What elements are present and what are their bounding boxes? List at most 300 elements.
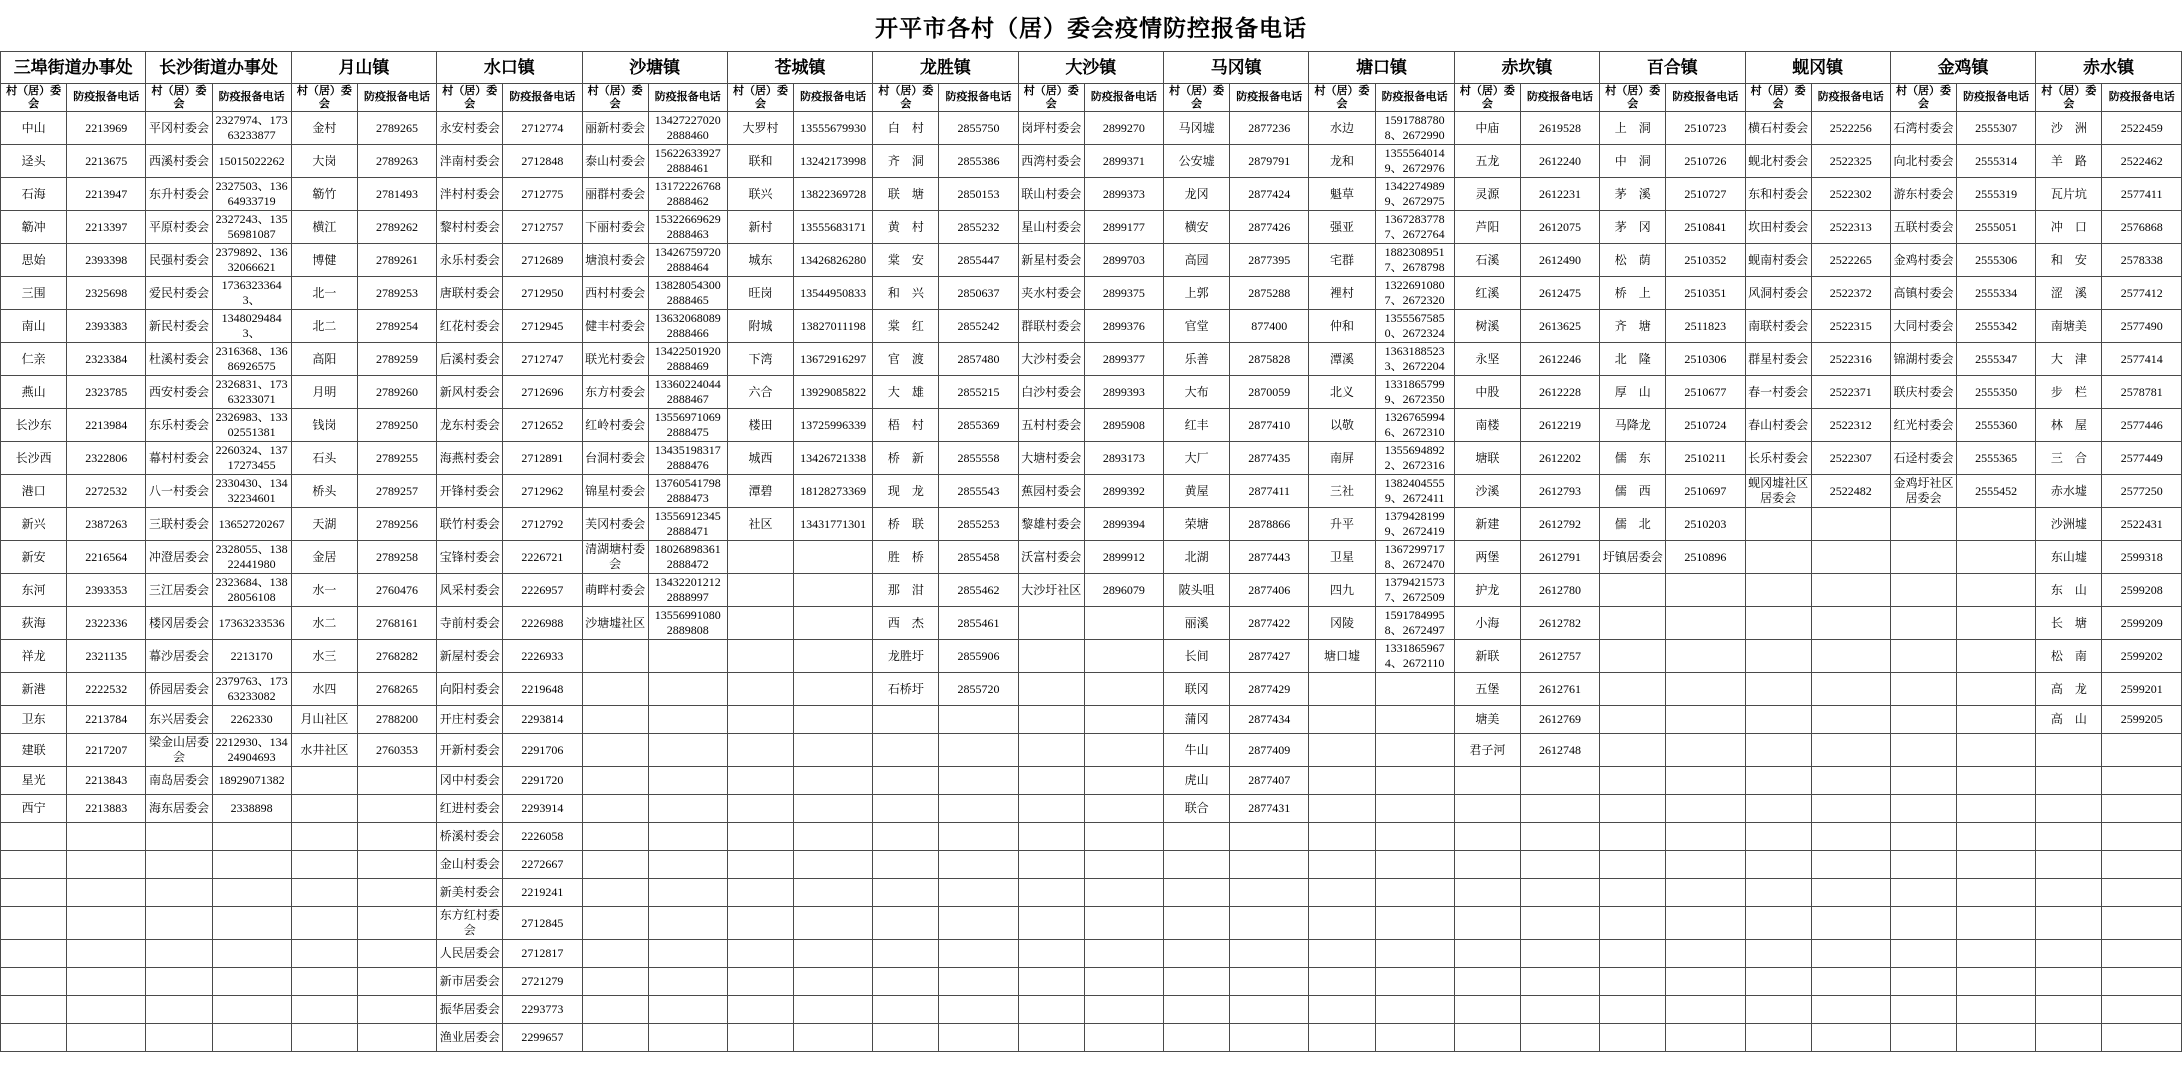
- committee-cell: [873, 767, 939, 795]
- phone-cell: [648, 1024, 727, 1052]
- phone-cell: [67, 823, 146, 851]
- committee-cell: 横安: [1164, 211, 1230, 244]
- phone-cell: 2855232: [939, 211, 1018, 244]
- phone-cell: [794, 706, 873, 734]
- phone-cell: 18823089517、2678798: [1375, 244, 1454, 277]
- phone-cell: [2102, 734, 2182, 767]
- phone-cell: 2379892、13632066621: [212, 244, 291, 277]
- committee-cell: 塘浪村委会: [582, 244, 648, 277]
- phone-cell: 2789250: [357, 409, 436, 442]
- phone-cell: 2789259: [357, 343, 436, 376]
- committee-cell: 萌畔村委会: [582, 574, 648, 607]
- committee-cell: 泮南村委会: [437, 145, 503, 178]
- town-header: 大沙镇: [1018, 52, 1163, 84]
- committee-column-header: 村（居）委会: [1, 84, 67, 112]
- committee-cell: 上 洞: [1600, 112, 1666, 145]
- committee-cell: [2036, 851, 2102, 879]
- phone-cell: 2789258: [357, 541, 436, 574]
- phone-cell: 2522312: [1811, 409, 1890, 442]
- phone-cell: [2102, 767, 2182, 795]
- phone-cell: 2789257: [357, 475, 436, 508]
- phone-cell: 2612228: [1520, 376, 1599, 409]
- committee-cell: [1, 851, 67, 879]
- phone-cell: 2768282: [357, 640, 436, 673]
- committee-cell: [1309, 996, 1375, 1024]
- phone-cell: 2216564: [67, 541, 146, 574]
- phone-cell: 2893173: [1084, 442, 1163, 475]
- phone-cell: 2555051: [1957, 211, 2036, 244]
- phone-cell: 2226957: [503, 574, 582, 607]
- phone-cell: [939, 1024, 1018, 1052]
- committee-cell: [2036, 767, 2102, 795]
- committee-cell: 马冈墟: [1164, 112, 1230, 145]
- phone-cell: 2578338: [2102, 244, 2182, 277]
- committee-cell: 现 龙: [873, 475, 939, 508]
- committee-cell: 黎雄村委会: [1018, 508, 1084, 541]
- phone-cell: 2612490: [1520, 244, 1599, 277]
- phone-cell: [1375, 795, 1454, 823]
- phone-cell: [1084, 968, 1163, 996]
- phone-cell: 2877427: [1230, 640, 1309, 673]
- committee-cell: [2036, 968, 2102, 996]
- phone-cell: [1666, 907, 1745, 940]
- phone-cell: 2226721: [503, 541, 582, 574]
- committee-cell: 陂头咀: [1164, 574, 1230, 607]
- committee-cell: [1164, 879, 1230, 907]
- committee-cell: 东山墟: [2036, 541, 2102, 574]
- phone-cell: [1666, 823, 1745, 851]
- phone-cell: 2213969: [67, 112, 146, 145]
- table-row: [1, 607, 2182, 640]
- committee-cell: 高 龙: [2036, 673, 2102, 706]
- committee-cell: [727, 996, 793, 1024]
- phone-cell: [1811, 907, 1890, 940]
- committee-cell: 开锋村委会: [437, 475, 503, 508]
- phone-cell: [357, 879, 436, 907]
- committee-cell: 魁草: [1309, 178, 1375, 211]
- phone-cell: 2522325: [1811, 145, 1890, 178]
- phone-cell: 2875288: [1230, 277, 1309, 310]
- table-row: [1, 640, 2182, 673]
- phone-cell: [648, 673, 727, 706]
- committee-cell: [1600, 907, 1666, 940]
- phone-cell: [1957, 734, 2036, 767]
- committee-cell: 公安墟: [1164, 145, 1230, 178]
- committee-cell: 红丰: [1164, 409, 1230, 442]
- committee-cell: 杜溪村委会: [146, 343, 212, 376]
- committee-cell: [1890, 673, 1956, 706]
- phone-cell: 13426826280: [794, 244, 873, 277]
- town-header: 赤坎镇: [1454, 52, 1599, 84]
- committee-cell: 西宁: [1, 795, 67, 823]
- phone-cell: 2877422: [1230, 607, 1309, 640]
- committee-cell: [873, 907, 939, 940]
- committee-cell: 官 渡: [873, 343, 939, 376]
- committee-cell: [1018, 706, 1084, 734]
- phone-cell: 2510727: [1666, 178, 1745, 211]
- committee-cell: 水二: [291, 607, 357, 640]
- committee-cell: 开新村委会: [437, 734, 503, 767]
- phone-cell: [1230, 968, 1309, 996]
- committee-cell: [2036, 879, 2102, 907]
- committee-cell: [1890, 508, 1956, 541]
- phone-cell: [939, 795, 1018, 823]
- committee-cell: [1454, 940, 1520, 968]
- phone-cell: 2612780: [1520, 574, 1599, 607]
- committee-cell: [1600, 607, 1666, 640]
- committee-cell: [1309, 823, 1375, 851]
- committee-cell: [1745, 1024, 1811, 1052]
- committee-cell: 平冈村委会: [146, 112, 212, 145]
- phone-cell: [1230, 851, 1309, 879]
- committee-cell: [1018, 795, 1084, 823]
- phone-cell: 2789263: [357, 145, 436, 178]
- phone-cell: [1230, 940, 1309, 968]
- committee-cell: 宅群: [1309, 244, 1375, 277]
- phone-cell: [1666, 574, 1745, 607]
- committee-cell: 联光村委会: [582, 343, 648, 376]
- phone-cell: 13242173998: [794, 145, 873, 178]
- committee-cell: 港口: [1, 475, 67, 508]
- committee-cell: 桥 新: [873, 442, 939, 475]
- phone-cell: [1666, 968, 1745, 996]
- committee-cell: 大同村委会: [1890, 310, 1956, 343]
- committee-cell: 胜 桥: [873, 541, 939, 574]
- phone-cell: 2293773: [503, 996, 582, 1024]
- phone-cell: 2555360: [1957, 409, 2036, 442]
- phone-cell: [1375, 968, 1454, 996]
- committee-cell: [291, 996, 357, 1024]
- phone-column-header: 防疫报备电话: [1811, 84, 1890, 112]
- phone-cell: [1811, 508, 1890, 541]
- committee-cell: 幕沙居委会: [146, 640, 212, 673]
- phone-cell: [2102, 996, 2182, 1024]
- phone-cell: 2612231: [1520, 178, 1599, 211]
- phone-cell: 2899393: [1084, 376, 1163, 409]
- town-header: 百合镇: [1600, 52, 1745, 84]
- phone-cell: 2612761: [1520, 673, 1599, 706]
- phone-cell: [794, 940, 873, 968]
- phone-cell: 2522462: [2102, 145, 2182, 178]
- table-row: [1, 409, 2182, 442]
- committee-cell: 君子河: [1454, 734, 1520, 767]
- committee-cell: 潭碧: [727, 475, 793, 508]
- committee-cell: [1, 823, 67, 851]
- committee-cell: [873, 1024, 939, 1052]
- phone-column-header: 防疫报备电话: [212, 84, 291, 112]
- committee-cell: 月山社区: [291, 706, 357, 734]
- committee-cell: 龙冈: [1164, 178, 1230, 211]
- committee-column-header: 村（居）委会: [1600, 84, 1666, 112]
- phone-cell: [794, 795, 873, 823]
- committee-cell: [582, 996, 648, 1024]
- committee-cell: 锦星村委会: [582, 475, 648, 508]
- committee-cell: [1890, 1024, 1956, 1052]
- phone-cell: 13431771301: [794, 508, 873, 541]
- phone-cell: 2510841: [1666, 211, 1745, 244]
- committee-cell: [1454, 1024, 1520, 1052]
- committee-cell: [2036, 795, 2102, 823]
- committee-cell: [291, 940, 357, 968]
- phone-cell: 18929071382: [212, 767, 291, 795]
- phone-cell: [1520, 767, 1599, 795]
- phone-cell: 2272532: [67, 475, 146, 508]
- phone-cell: 2712757: [503, 211, 582, 244]
- committee-cell: 南楼: [1454, 409, 1520, 442]
- committee-cell: [2036, 1024, 2102, 1052]
- phone-cell: 13435198317 2888476: [648, 442, 727, 475]
- phone-cell: 13631885233、2672204: [1375, 343, 1454, 376]
- phone-cell: 2855386: [939, 145, 1018, 178]
- committee-cell: 三围: [1, 277, 67, 310]
- committee-cell: 楼田: [727, 409, 793, 442]
- committee-column-header: 村（居）委会: [873, 84, 939, 112]
- committee-cell: 新风村委会: [437, 376, 503, 409]
- committee-cell: 簕竹: [291, 178, 357, 211]
- committee-cell: 沙塘墟社区: [582, 607, 648, 640]
- committee-cell: [1600, 706, 1666, 734]
- phone-cell: 2612782: [1520, 607, 1599, 640]
- committee-cell: 新联: [1454, 640, 1520, 673]
- committee-cell: [1600, 996, 1666, 1024]
- phone-cell: [212, 879, 291, 907]
- phone-cell: [1666, 940, 1745, 968]
- committee-cell: 南屏: [1309, 442, 1375, 475]
- table-row: [1, 376, 2182, 409]
- committee-cell: 南岛居委会: [146, 767, 212, 795]
- phone-cell: 2510726: [1666, 145, 1745, 178]
- committee-cell: [1745, 940, 1811, 968]
- committee-cell: 风采村委会: [437, 574, 503, 607]
- committee-cell: 侨园居委会: [146, 673, 212, 706]
- committee-cell: [1890, 795, 1956, 823]
- committee-cell: 儒 北: [1600, 508, 1666, 541]
- committee-cell: 西湾村委会: [1018, 145, 1084, 178]
- phone-cell: 2712652: [503, 409, 582, 442]
- town-header: 龙胜镇: [873, 52, 1018, 84]
- committee-cell: [727, 574, 793, 607]
- committee-cell: [873, 940, 939, 968]
- phone-cell: [1230, 996, 1309, 1024]
- phone-cell: [1666, 851, 1745, 879]
- committee-cell: 塘美: [1454, 706, 1520, 734]
- phone-cell: 2612202: [1520, 442, 1599, 475]
- phone-cell: 2877411: [1230, 475, 1309, 508]
- phone-cell: 13360224044 2888467: [648, 376, 727, 409]
- phone-cell: 2327974、17363233877: [212, 112, 291, 145]
- phone-cell: [648, 823, 727, 851]
- phone-cell: 13172226768 2888462: [648, 178, 727, 211]
- committee-cell: 新安: [1, 541, 67, 574]
- committee-cell: 五堡: [1454, 673, 1520, 706]
- committee-cell: [1, 879, 67, 907]
- committee-cell: [2036, 940, 2102, 968]
- phone-cell: [1957, 879, 2036, 907]
- committee-column-header: 村（居）委会: [2036, 84, 2102, 112]
- committee-cell: 东和村委会: [1745, 178, 1811, 211]
- committee-cell: [1600, 851, 1666, 879]
- committee-cell: [1018, 767, 1084, 795]
- phone-cell: 13426759720 2888464: [648, 244, 727, 277]
- committee-cell: 灵源: [1454, 178, 1520, 211]
- phone-column-header: 防疫报备电话: [1957, 84, 2036, 112]
- phone-cell: 2855242: [939, 310, 1018, 343]
- phone-cell: 2338898: [212, 795, 291, 823]
- phone-cell: 2899375: [1084, 277, 1163, 310]
- phone-cell: 2293914: [503, 795, 582, 823]
- phone-cell: 2855750: [939, 112, 1018, 145]
- phone-cell: 13432201212 2888997: [648, 574, 727, 607]
- committee-cell: [1890, 879, 1956, 907]
- committee-column-header: 村（居）委会: [727, 84, 793, 112]
- table-row: [1, 795, 2182, 823]
- phone-cell: 2510351: [1666, 277, 1745, 310]
- phone-cell: 2877395: [1230, 244, 1309, 277]
- committee-cell: [1600, 795, 1666, 823]
- committee-cell: 联和: [727, 145, 793, 178]
- phone-cell: 2875828: [1230, 343, 1309, 376]
- committee-cell: 开庄村委会: [437, 706, 503, 734]
- committee-cell: [727, 940, 793, 968]
- phone-cell: 2555350: [1957, 376, 2036, 409]
- town-header: 水口镇: [437, 52, 582, 84]
- phone-cell: 2577449: [2102, 442, 2182, 475]
- committee-cell: 赤水墟: [2036, 475, 2102, 508]
- phone-cell: [794, 879, 873, 907]
- phone-cell: 2262330: [212, 706, 291, 734]
- table-row: [1, 310, 2182, 343]
- phone-cell: 2877236: [1230, 112, 1309, 145]
- committee-cell: [1018, 996, 1084, 1024]
- committee-cell: 石桥圩: [873, 673, 939, 706]
- phone-cell: [2102, 907, 2182, 940]
- committee-cell: 三联村委会: [146, 508, 212, 541]
- phone-cell: 2522256: [1811, 112, 1890, 145]
- committee-cell: 西安村委会: [146, 376, 212, 409]
- phone-cell: [1811, 734, 1890, 767]
- committee-cell: 沃富村委会: [1018, 541, 1084, 574]
- phone-cell: 2555452: [1957, 475, 2036, 508]
- town-header: 赤水镇: [2036, 52, 2182, 84]
- phone-cell: 13556948922、2672316: [1375, 442, 1454, 475]
- table-row: [1, 996, 2182, 1024]
- committee-cell: [1164, 823, 1230, 851]
- phone-cell: [648, 767, 727, 795]
- table-row: [1, 574, 2182, 607]
- town-header: 塘口镇: [1309, 52, 1454, 84]
- committee-cell: 新港: [1, 673, 67, 706]
- phone-column-header: 防疫报备电话: [503, 84, 582, 112]
- committee-cell: 长沙东: [1, 409, 67, 442]
- phone-cell: [939, 734, 1018, 767]
- committee-cell: 西溪村委会: [146, 145, 212, 178]
- phone-cell: [794, 734, 873, 767]
- phone-cell: 2321135: [67, 640, 146, 673]
- committee-cell: 北一: [291, 277, 357, 310]
- committee-column-header: 村（居）委会: [1309, 84, 1375, 112]
- phone-cell: 2877406: [1230, 574, 1309, 607]
- phone-cell: [1666, 673, 1745, 706]
- phone-cell: [1084, 907, 1163, 940]
- committee-cell: 北 隆: [1600, 343, 1666, 376]
- committee-cell: 茅 溪: [1600, 178, 1666, 211]
- committee-cell: 塘联: [1454, 442, 1520, 475]
- phone-cell: 2781493: [357, 178, 436, 211]
- phone-cell: 2323684、13828056108: [212, 574, 291, 607]
- phone-cell: 2577414: [2102, 343, 2182, 376]
- committee-column-header: 村（居）委会: [1890, 84, 1956, 112]
- committee-cell: 冲 口: [2036, 211, 2102, 244]
- phone-cell: [648, 907, 727, 940]
- phone-cell: 13544950833: [794, 277, 873, 310]
- phone-cell: 2510677: [1666, 376, 1745, 409]
- committee-cell: 泰山村委会: [582, 145, 648, 178]
- committee-cell: 社区: [727, 508, 793, 541]
- committee-cell: [1309, 1024, 1375, 1052]
- phone-cell: [1811, 879, 1890, 907]
- phone-cell: [357, 940, 436, 968]
- table-row: [1, 442, 2182, 475]
- committee-cell: 新兴: [1, 508, 67, 541]
- committee-cell: 新美村委会: [437, 879, 503, 907]
- phone-cell: 2855543: [939, 475, 1018, 508]
- committee-cell: [1309, 879, 1375, 907]
- committee-cell: [1, 1024, 67, 1052]
- committee-cell: 春一村委会: [1745, 376, 1811, 409]
- phone-column-header: 防疫报备电话: [2102, 84, 2182, 112]
- phone-cell: [1520, 940, 1599, 968]
- committee-cell: 长沙西: [1, 442, 67, 475]
- table-row: [1, 968, 2182, 996]
- phone-cell: 2877443: [1230, 541, 1309, 574]
- committee-cell: 涩 溪: [2036, 277, 2102, 310]
- committee-cell: 芦阳: [1454, 211, 1520, 244]
- town-header: 苍城镇: [727, 52, 872, 84]
- phone-cell: [1666, 795, 1745, 823]
- committee-cell: 龙胜圩: [873, 640, 939, 673]
- phone-cell: [1957, 574, 2036, 607]
- committee-cell: 寺前村委会: [437, 607, 503, 640]
- phone-cell: 2522459: [2102, 112, 2182, 145]
- committee-cell: [1890, 767, 1956, 795]
- phone-cell: 13555679930: [794, 112, 873, 145]
- phone-cell: 2877431: [1230, 795, 1309, 823]
- phone-cell: 13827011198: [794, 310, 873, 343]
- committee-cell: 蕉园村委会: [1018, 475, 1084, 508]
- phone-cell: 2219648: [503, 673, 582, 706]
- committee-cell: [873, 706, 939, 734]
- phone-cell: 2760353: [357, 734, 436, 767]
- committee-cell: [727, 968, 793, 996]
- committee-cell: 月明: [291, 376, 357, 409]
- committee-cell: [727, 823, 793, 851]
- table-row: [1, 851, 2182, 879]
- phone-cell: 13555640149、2672976: [1375, 145, 1454, 178]
- phone-cell: 2213170: [212, 640, 291, 673]
- committee-cell: 大 雄: [873, 376, 939, 409]
- phone-column-header: 防疫报备电话: [939, 84, 1018, 112]
- phone-cell: [1811, 968, 1890, 996]
- committee-cell: [1309, 907, 1375, 940]
- committee-cell: 石海: [1, 178, 67, 211]
- committee-cell: 坎田村委会: [1745, 211, 1811, 244]
- phone-cell: 2599209: [2102, 607, 2182, 640]
- committee-cell: 棠 安: [873, 244, 939, 277]
- phone-cell: [1811, 996, 1890, 1024]
- phone-cell: 2522482: [1811, 475, 1890, 508]
- phone-cell: 2387263: [67, 508, 146, 541]
- committee-cell: 水一: [291, 574, 357, 607]
